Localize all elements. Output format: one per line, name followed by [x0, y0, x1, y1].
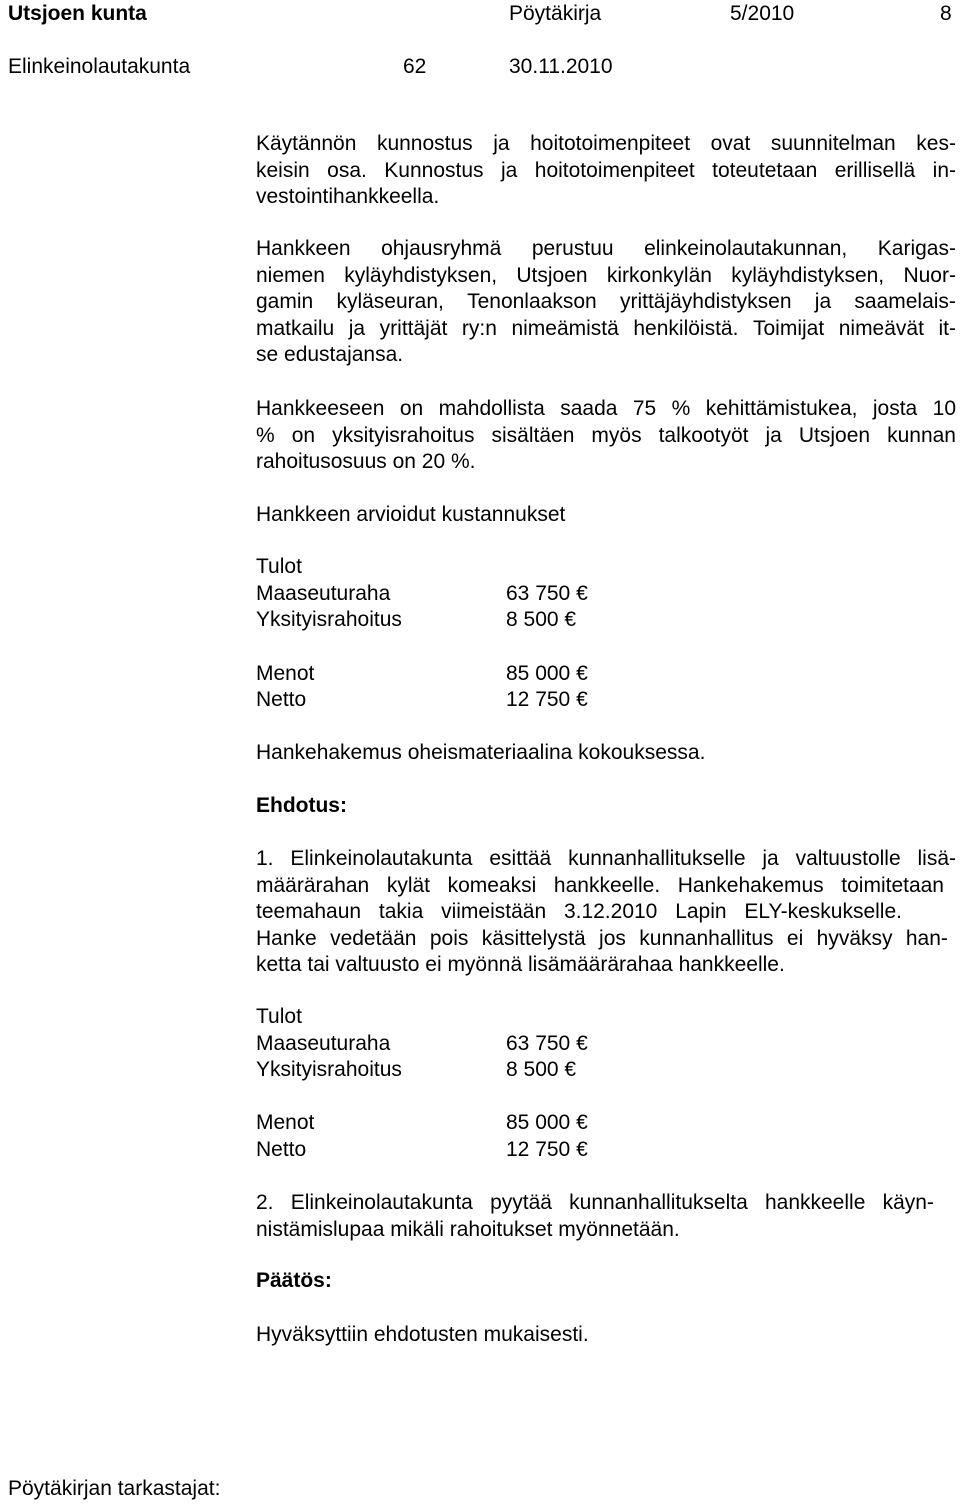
budget-amount: 8 500 €	[506, 1058, 577, 1081]
text-line: nistämislupaa mikäli rahoitukset myönnetään.	[256, 1217, 680, 1241]
committee-name: Elinkeinolautakunta	[8, 55, 191, 78]
budget-label: Maaseuturaha	[256, 582, 391, 605]
budget-label: Netto	[256, 1138, 307, 1161]
budget-label: Menot	[256, 1111, 315, 1134]
text-line: rahoitusosuus on 20 %.	[256, 450, 476, 473]
budget-amount: 63 750 €	[506, 1032, 588, 1055]
text-line: gamin kyläseuran, Tenonlaakson yrittäjäyhdistyksen ja saamelais-	[256, 290, 956, 313]
footer-reviewers-label: Pöytäkirjan tarkastajat:	[8, 1477, 221, 1500]
proposal-heading: Ehdotus:	[256, 794, 347, 817]
text-line: matkailu ja yrittäjät ry:n nimeämistä henkilöistä. Toimijat nimeävät it-	[256, 316, 956, 340]
attachment-note: Hankehakemus oheismateriaalina kokouksessa.	[256, 741, 706, 764]
budget-amount: 63 750 €	[506, 582, 588, 605]
text-line: teemahaun takia viimeistään 3.12.2010 Lapin ELY-keskukselle.	[256, 900, 902, 923]
budget-label: Maaseuturaha	[256, 1032, 391, 1055]
text-line: 1. Elinkeinolautakunta esittää kunnanhallitukselle ja valtuustolle lisä-	[256, 847, 956, 870]
text-line: määrärahan kylät komeaksi hankkeelle. Hankehakemus toimitetaan	[256, 873, 944, 897]
text-line: Hanke vedetään pois käsittelystä jos kunnanhallitus ei hyväksy han-	[256, 926, 948, 950]
text-line: keisin osa. Kunnostus ja hoitotoimenpiteet toteutetaan erillisellä in-	[256, 158, 956, 182]
proposal-item-1	[256, 846, 956, 979]
paragraph-maintenance	[256, 131, 956, 211]
text-line: niemen kyläyhdistyksen, Utsjoen kirkonkylän kyläyhdistyksen, Nuor-	[256, 263, 956, 287]
meeting-date: 30.11.2010	[509, 55, 613, 78]
budget-row	[256, 607, 577, 633]
budget-row	[256, 1031, 588, 1057]
proposal-item-2	[256, 1190, 956, 1243]
text-line: Hankkeen ohjausryhmä perustuu elinkeinolautakunnan, Karigas-	[256, 237, 956, 260]
budget-amount: 8 500 €	[506, 608, 577, 631]
income-label: Tulot	[256, 1005, 302, 1028]
text-line: se edustajansa.	[256, 343, 404, 366]
paragraph-funding	[256, 396, 956, 476]
budget-row	[256, 661, 588, 687]
text-line: % on yksityisrahoitus sisältäen myös talkootyöt ja Utsjoen kunnan	[256, 423, 956, 447]
doc-type: Pöytäkirja	[509, 2, 602, 25]
budget-row	[256, 1137, 588, 1163]
budget-row	[256, 1110, 588, 1136]
budget-label: Yksityisrahoitus	[256, 1058, 402, 1081]
text-line: Käytännön kunnostus ja hoitotoimenpiteet ovat suunnitelman kes-	[256, 132, 956, 155]
text-line: 2. Elinkeinolautakunta pyytää kunnanhallitukselta hankkeelle käyn-	[256, 1191, 934, 1214]
section-number: 62	[403, 55, 427, 78]
org-name: Utsjoen kunta	[8, 2, 147, 25]
budget-row	[256, 581, 588, 607]
budget-label: Netto	[256, 688, 307, 711]
budget-amount: 85 000 €	[506, 1111, 588, 1134]
text-line: Hankkeeseen on mahdollista saada 75 % kehittämistukea, josta 10	[256, 397, 956, 420]
text-line: vestointihankkeella.	[256, 185, 440, 208]
budget-label: Menot	[256, 662, 315, 685]
decision-text: Hyväksyttiin ehdotusten mukaisesti.	[256, 1323, 589, 1346]
budget-amount: 12 750 €	[506, 688, 588, 711]
text-line: ketta tai valtuusto ei myönnä lisämäärärahaa hankkeelle.	[256, 953, 785, 976]
paragraph-steering-group	[256, 236, 956, 369]
doc-number: 5/2010	[730, 2, 795, 25]
budget-label: Yksityisrahoitus	[256, 608, 402, 631]
budget-amount: 85 000 €	[506, 662, 588, 685]
budget-row	[256, 1057, 577, 1083]
costs-heading: Hankkeen arvioidut kustannukset	[256, 503, 566, 526]
budget-amount: 12 750 €	[506, 1138, 588, 1161]
page-number: 8	[940, 2, 952, 25]
budget-row	[256, 687, 588, 713]
income-label: Tulot	[256, 555, 302, 578]
decision-heading: Päätös:	[256, 1269, 332, 1292]
